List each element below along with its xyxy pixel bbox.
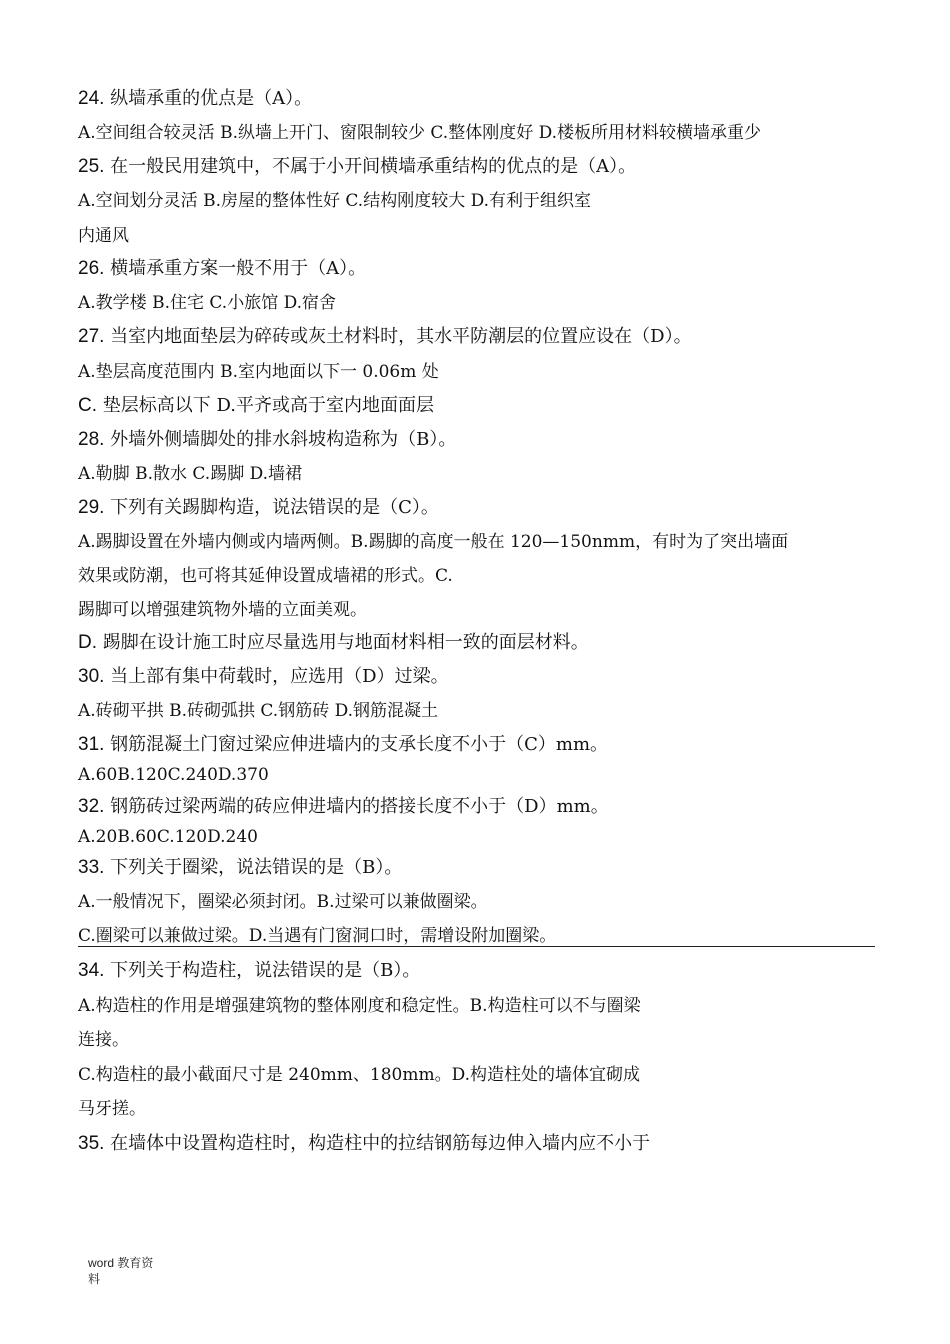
line-text: 垫层标高以下 D.平齐或高于室内地面面层: [97, 395, 434, 416]
text-line: [78, 225, 129, 247]
question-number: C.: [78, 395, 97, 416]
line-text: 效果或防潮，也可将其延伸设置成墙裙的形式。C.: [78, 566, 453, 586]
line-text: 钢筋砖过梁两端的砖应伸进墙内的搭接长度不小于（D）mm。: [104, 796, 609, 817]
question-number: 31.: [78, 734, 105, 755]
line-text: A.空间组合较灵活 B.纵墙上开门、窗限制较少 C.整体刚度好 D.楼板所用材料较横墙承重少: [78, 123, 762, 143]
text-line: [78, 599, 367, 621]
question-line: [78, 497, 439, 519]
line-text: 外墙外侧墙脚处的排水斜坡构造称为（B）。: [104, 429, 457, 450]
question-number: 27.: [78, 326, 105, 347]
question-number: 26.: [78, 258, 105, 279]
text-line: [78, 1064, 640, 1086]
text-line: [78, 700, 438, 722]
line-text: C.构造柱的最小截面尺寸是 240mm、180mm。D.构造柱处的墙体宜砌成: [78, 1065, 641, 1085]
question-number: 29.: [78, 497, 105, 518]
footer-label-line-2: 料: [88, 1272, 101, 1286]
line-text: 在一般民用建筑中，不属于小开间横墙承重结构的优点的是（A）。: [104, 156, 637, 177]
line-text: 横墙承重方案一般不用于（A）。: [104, 258, 367, 279]
question-line: [78, 960, 420, 982]
question-number: 28.: [78, 429, 105, 450]
line-text: 下列关于构造柱，说法错误的是（B）。: [104, 960, 421, 981]
question-number: 34.: [78, 960, 105, 981]
line-text: 踢脚可以增强建筑物外墙的立面美观。: [78, 600, 367, 620]
line-text: 钢筋混凝土门窗过梁应伸进墙内的支承长度不小于（C）mm。: [104, 734, 609, 755]
text-line: [78, 826, 258, 848]
question-number: 32.: [78, 796, 105, 817]
question-line: [78, 88, 312, 110]
question-line: [78, 326, 692, 348]
line-text: 在墙体中设置构造柱时，构造柱中的拉结钢筋每边伸入墙内应不小于: [104, 1133, 651, 1154]
line-text: 下列有关踢脚构造，说法错误的是（C）。: [104, 497, 439, 518]
line-text: A.勒脚 B.散水 C.踢脚 D.墙裙: [78, 464, 303, 484]
question-line: [78, 666, 449, 688]
question-number: 24.: [78, 88, 105, 109]
question-number: 33.: [78, 857, 105, 878]
line-text: A.砖砌平拱 B.砖砌弧拱 C.钢筋砖 D.钢筋混凝土: [78, 701, 439, 721]
question-number: 30.: [78, 666, 105, 687]
footer-label-line-1: word 教育资: [88, 1256, 154, 1270]
question-line: [78, 734, 608, 756]
line-text: 纵墙承重的优点是（A）。: [104, 88, 313, 109]
line-text: 当室内地面垫层为碎砖或灰土材料时，其水平防潮层的位置应设在（D）。: [104, 326, 692, 347]
text-line: [78, 995, 641, 1017]
line-text: 内通风: [78, 226, 129, 246]
text-line: [78, 190, 591, 212]
line-text: A.一般情况下，圈梁必须封闭。B.过梁可以兼做圈梁。: [78, 892, 488, 912]
question-line: [78, 395, 434, 417]
text-line: [78, 292, 336, 314]
line-text: A.空间划分灵活 B.房屋的整体性好 C.结构刚度较大 D.有利于组织室: [78, 191, 592, 211]
question-number: 35.: [78, 1133, 105, 1154]
line-text: A.垫层高度范围内 B.室内地面以下一 0.06m 处: [78, 362, 439, 382]
line-text: 当上部有集中荷载时，应选用（D）过梁。: [104, 666, 449, 687]
line-text: A.构造柱的作用是增强建筑物的整体刚度和稳定性。B.构造柱可以不与圈梁: [78, 996, 641, 1016]
question-line: [78, 429, 456, 451]
question-line: [78, 1133, 650, 1155]
text-line: [78, 764, 269, 786]
line-text: 连接。: [78, 1030, 129, 1050]
question-line: [78, 632, 589, 654]
question-number: D.: [78, 632, 97, 653]
text-line: [78, 1029, 129, 1051]
question-number: 25.: [78, 156, 105, 177]
line-text: A.踢脚设置在外墙内侧或内墙两侧。B.踢脚的高度一般在 120—150nmm，有时为了突出墙面: [78, 532, 789, 552]
text-line: [78, 565, 453, 587]
line-text: C.圈梁可以兼做过梁。D.当遇有门窗洞口时，需增设附加圈梁。: [78, 926, 557, 946]
question-line: [78, 258, 366, 280]
text-line: [78, 122, 761, 144]
text-line: [78, 531, 788, 553]
text-line: [78, 463, 302, 485]
line-text: 踢脚在设计施工时应尽量选用与地面材料相一致的面层材料。: [97, 632, 589, 653]
question-line: [78, 156, 636, 178]
text-line: [78, 1098, 146, 1120]
text-line: [78, 891, 488, 913]
line-text: 下列关于圈梁，说法错误的是（B）。: [104, 857, 403, 878]
text-line: [78, 361, 439, 383]
text-line: [78, 925, 556, 947]
line-text: A.20B.60C.120D.240: [78, 827, 258, 847]
line-text: 马牙搓。: [78, 1099, 146, 1119]
line-text: A.教学楼 B.住宅 C.小旅馆 D.宿舍: [78, 293, 337, 313]
question-line: [78, 796, 609, 818]
question-line: [78, 857, 402, 879]
line-text: A.60B.120C.240D.370: [78, 765, 269, 785]
